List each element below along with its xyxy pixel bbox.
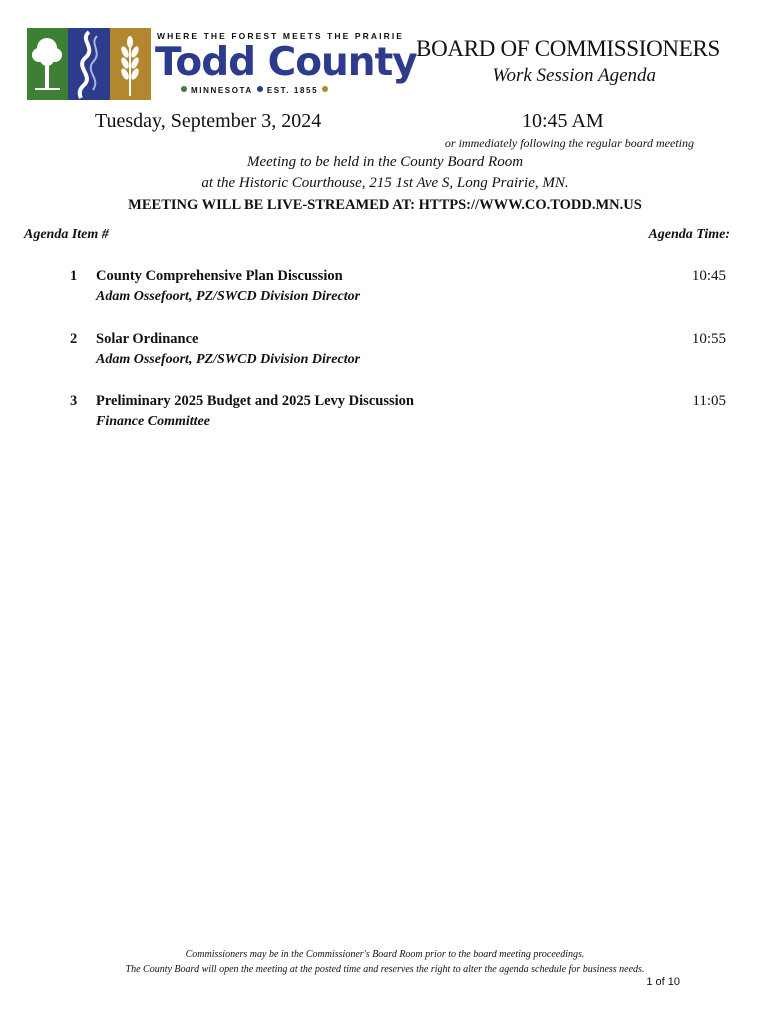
logo-emblem-icon [27,28,151,100]
logo-established: EST. 1855 [266,86,319,95]
item-presenter: Finance Committee [96,414,210,429]
item-time: 10:55 [691,331,726,347]
item-time: 11:05 [692,393,726,409]
footer-line-2: The County Board will open the meeting at the posted time and reserves the right to alter the agenda schedule for business needs. [125,964,645,975]
item-number: 2 [70,331,78,347]
item-title: Preliminary 2025 Budget and 2025 Levy Discussion [96,393,414,409]
page-number: 1 of 10 [646,976,680,988]
location-line-1: Meeting to be held in the County Board Room [246,154,524,170]
board-title: BOARD OF COMMISSIONERS [416,36,720,61]
livestream-notice: MEETING WILL BE LIVE-STREAMED AT: HTTPS://WWW.CO.TODD.MN.US [128,197,642,213]
agenda-time-heading: Agenda Time: [648,227,730,242]
logo-county-name: Todd County [155,40,417,85]
item-number: 1 [70,268,78,284]
agenda-item [0,268,770,328]
agenda-item [0,393,770,453]
agenda-item-heading: Agenda Item # [24,227,109,242]
meeting-time: 10:45 AM [522,110,604,132]
item-presenter: Adam Ossefoort, PZ/SWCD Division Director [96,352,361,367]
following-note: or immediately following the regular board meeting [444,136,694,150]
item-time: 10:45 [691,268,726,284]
logo-state: MINNESOTA [191,86,253,95]
todd-county-logo [27,28,417,100]
item-title: Solar Ordinance [96,331,199,347]
logo-subline [177,86,332,95]
blue-dot-icon [257,86,263,92]
location-line-2: at the Historic Courthouse, 215 1st Ave S, Long Prairie, MN. [201,175,569,191]
green-dot-icon [181,86,187,92]
logo-tagline: WHERE THE FOREST MEETS THE PRAIRIE [157,31,405,41]
meeting-date: Tuesday, September 3, 2024 [95,110,322,132]
session-subtitle: Work Session Agenda [492,65,656,86]
item-number: 3 [70,393,78,409]
item-presenter: Adam Ossefoort, PZ/SWCD Division Director [96,289,361,304]
footer-line-1: Commissioners may be in the Commissioner's Board Room prior to the board meeting proceedings. [185,949,585,960]
agenda-item [0,331,770,391]
item-title: County Comprehensive Plan Discussion [96,268,343,284]
gold-dot-icon [322,86,328,92]
